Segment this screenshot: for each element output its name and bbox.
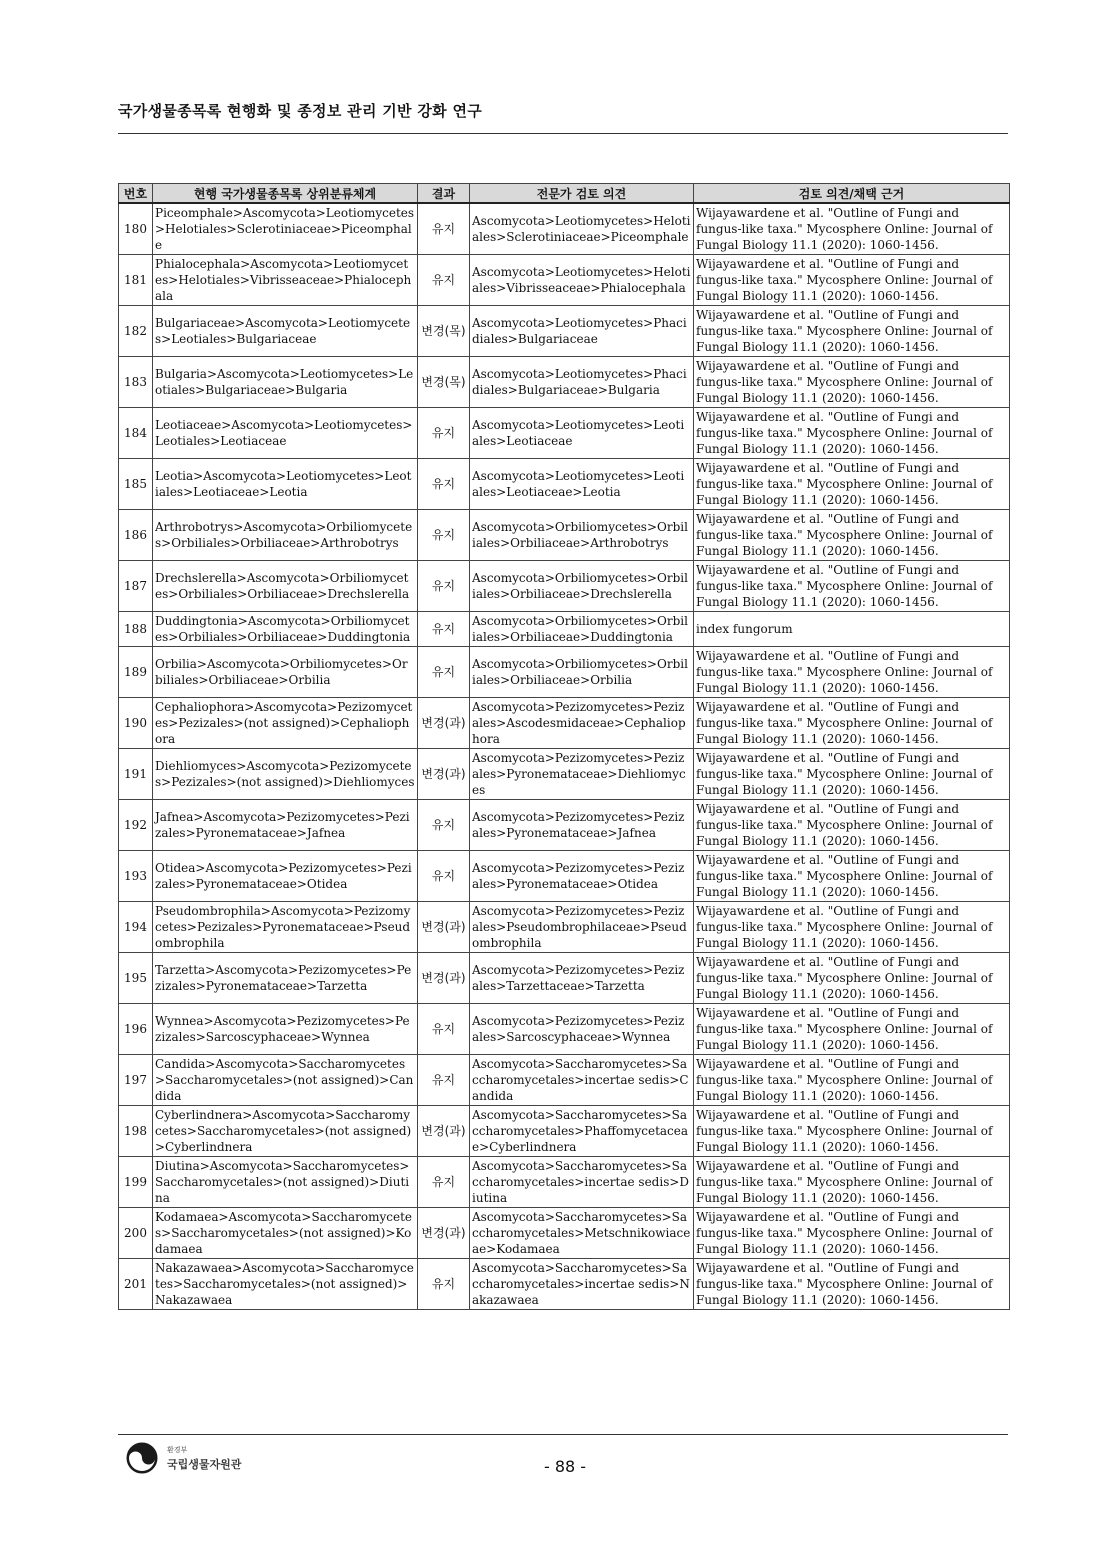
table-row [119,1004,1010,1055]
cell-expert-opinion: Ascomycota>Orbiliomycetes>Orbiliales>Orbiliaceae>Orbilia [470,647,694,698]
table-row [119,647,1010,698]
cell-number: 185 [119,459,153,510]
cell-number: 190 [119,698,153,749]
table-header-row [119,184,1010,204]
cell-expert-opinion: Ascomycota>Leotiomycetes>Leotiales>Leotiaceae [470,408,694,459]
cell-number: 201 [119,1259,153,1310]
cell-result: 유지 [418,851,470,902]
cell-expert-opinion: Ascomycota>Pezizomycetes>Pezizales>Pyronemataceae>Otidea [470,851,694,902]
cell-current-classification: Cephaliophora>Ascomycota>Pezizomycetes>Pezizales>(not assigned)>Cephaliophora [153,698,418,749]
cell-expert-opinion: Ascomycota>Saccharomycetes>Saccharomycetales>incertae sedis>Candida [470,1055,694,1106]
table-row [119,851,1010,902]
cell-number: 199 [119,1157,153,1208]
cell-result: 유지 [418,647,470,698]
cell-basis: Wijayawardene et al. "Outline of Fungi and fungus-like taxa." Mycosphere Online: Journal of Fungal Biology 11.1 (2020): 1060-1456. [694,1208,1010,1259]
cell-basis: Wijayawardene et al. "Outline of Fungi and fungus-like taxa." Mycosphere Online: Journal of Fungal Biology 11.1 (2020): 1060-1456. [694,306,1010,357]
cell-basis: Wijayawardene et al. "Outline of Fungi and fungus-like taxa." Mycosphere Online: Journal of Fungal Biology 11.1 (2020): 1060-1456. [694,647,1010,698]
cell-basis: Wijayawardene et al. "Outline of Fungi and fungus-like taxa." Mycosphere Online: Journal of Fungal Biology 11.1 (2020): 1060-1456. [694,851,1010,902]
cell-current-classification: Arthrobotrys>Ascomycota>Orbiliomycetes>Orbiliales>Orbiliaceae>Arthrobotrys [153,510,418,561]
table-row [119,357,1010,408]
cell-basis: Wijayawardene et al. "Outline of Fungi and fungus-like taxa." Mycosphere Online: Journal of Fungal Biology 11.1 (2020): 1060-1456. [694,459,1010,510]
cell-number: 192 [119,800,153,851]
cell-expert-opinion: Ascomycota>Leotiomycetes>Phacidiales>Bulgariaceae>Bulgaria [470,357,694,408]
table-body [119,203,1010,1310]
header-divider [118,133,1008,134]
cell-basis: Wijayawardene et al. "Outline of Fungi and fungus-like taxa." Mycosphere Online: Journal of Fungal Biology 11.1 (2020): 1060-1456. [694,1259,1010,1310]
cell-expert-opinion: Ascomycota>Leotiomycetes>Phacidiales>Bulgariaceae [470,306,694,357]
footer-divider [118,1434,1008,1435]
cell-current-classification: Orbilia>Ascomycota>Orbiliomycetes>Orbiliales>Orbiliaceae>Orbilia [153,647,418,698]
cell-current-classification: Pseudombrophila>Ascomycota>Pezizomycetes>Pezizales>Pyronemataceae>Pseudombrophila [153,902,418,953]
cell-basis: Wijayawardene et al. "Outline of Fungi and fungus-like taxa." Mycosphere Online: Journal of Fungal Biology 11.1 (2020): 1060-1456. [694,1055,1010,1106]
cell-result: 유지 [418,459,470,510]
table-row [119,255,1010,306]
cell-expert-opinion: Ascomycota>Saccharomycetes>Saccharomycetales>Metschnikowiaceae>Kodamaea [470,1208,694,1259]
cell-expert-opinion: Ascomycota>Saccharomycetes>Saccharomycetales>incertae sedis>Nakazawaea [470,1259,694,1310]
cell-expert-opinion: Ascomycota>Orbiliomycetes>Orbiliales>Orbiliaceae>Drechslerella [470,561,694,612]
cell-current-classification: Nakazawaea>Ascomycota>Saccharomycetes>Saccharomycetales>(not assigned)>Nakazawaea [153,1259,418,1310]
cell-current-classification: Bulgaria>Ascomycota>Leotiomycetes>Leotiales>Bulgariaceae>Bulgaria [153,357,418,408]
cell-expert-opinion: Ascomycota>Pezizomycetes>Pezizales>Ascodesmidaceae>Cephaliophora [470,698,694,749]
institution-logo [126,1442,266,1478]
cell-current-classification: Leotia>Ascomycota>Leotiomycetes>Leotiales>Leotiaceae>Leotia [153,459,418,510]
cell-result: 변경(과) [418,749,470,800]
cell-basis: Wijayawardene et al. "Outline of Fungi and fungus-like taxa." Mycosphere Online: Journal of Fungal Biology 11.1 (2020): 1060-1456. [694,800,1010,851]
cell-result: 유지 [418,1055,470,1106]
cell-expert-opinion: Ascomycota>Pezizomycetes>Pezizales>Tarzettaceae>Tarzetta [470,953,694,1004]
cell-basis: Wijayawardene et al. "Outline of Fungi and fungus-like taxa." Mycosphere Online: Journal of Fungal Biology 11.1 (2020): 1060-1456. [694,1106,1010,1157]
cell-number: 180 [119,203,153,255]
table-row [119,203,1010,255]
column-header-current-classification: 현행 국가생물종목록 상위분류체계 [153,184,418,204]
table-row [119,510,1010,561]
cell-expert-opinion: Ascomycota>Pezizomycetes>Pezizales>Pseudombrophilaceae>Pseudombrophila [470,902,694,953]
cell-result: 변경(과) [418,1208,470,1259]
cell-result: 변경(과) [418,698,470,749]
cell-current-classification: Otidea>Ascomycota>Pezizomycetes>Pezizales>Pyronemataceae>Otidea [153,851,418,902]
table-row [119,749,1010,800]
column-header-basis: 검토 의견/채택 근거 [694,184,1010,204]
cell-current-classification: Bulgariaceae>Ascomycota>Leotiomycetes>Leotiales>Bulgariaceae [153,306,418,357]
document-title: 국가생물종목록 현행화 및 종정보 관리 기반 강화 연구 [118,102,483,120]
cell-result: 유지 [418,1157,470,1208]
table-row [119,800,1010,851]
cell-number: 188 [119,612,153,647]
cell-basis: Wijayawardene et al. "Outline of Fungi and fungus-like taxa." Mycosphere Online: Journal of Fungal Biology 11.1 (2020): 1060-1456. [694,749,1010,800]
cell-number: 197 [119,1055,153,1106]
cell-number: 198 [119,1106,153,1157]
cell-basis: Wijayawardene et al. "Outline of Fungi and fungus-like taxa." Mycosphere Online: Journal of Fungal Biology 11.1 (2020): 1060-1456. [694,953,1010,1004]
cell-result: 유지 [418,408,470,459]
cell-result: 유지 [418,612,470,647]
cell-number: 195 [119,953,153,1004]
cell-current-classification: Tarzetta>Ascomycota>Pezizomycetes>Pezizales>Pyronemataceae>Tarzetta [153,953,418,1004]
table-row [119,1157,1010,1208]
cell-expert-opinion: Ascomycota>Leotiomycetes>Helotiales>Sclerotiniaceae>Piceomphale [470,203,694,255]
cell-basis: Wijayawardene et al. "Outline of Fungi and fungus-like taxa." Mycosphere Online: Journal of Fungal Biology 11.1 (2020): 1060-1456. [694,408,1010,459]
cell-number: 186 [119,510,153,561]
cell-basis: Wijayawardene et al. "Outline of Fungi and fungus-like taxa." Mycosphere Online: Journal of Fungal Biology 11.1 (2020): 1060-1456. [694,357,1010,408]
cell-result: 변경(과) [418,953,470,1004]
cell-basis: Wijayawardene et al. "Outline of Fungi and fungus-like taxa." Mycosphere Online: Journal of Fungal Biology 11.1 (2020): 1060-1456. [694,510,1010,561]
cell-expert-opinion: Ascomycota>Saccharomycetes>Saccharomycetales>Phaffomycetaceae>Cyberlindnera [470,1106,694,1157]
table-row [119,1106,1010,1157]
cell-result: 유지 [418,561,470,612]
cell-current-classification: Drechslerella>Ascomycota>Orbiliomycetes>Orbiliales>Orbiliaceae>Drechslerella [153,561,418,612]
cell-number: 193 [119,851,153,902]
cell-result: 변경(목) [418,306,470,357]
column-header-result: 결과 [418,184,470,204]
cell-expert-opinion: Ascomycota>Pezizomycetes>Pezizales>Sarcoscyphaceae>Wynnea [470,1004,694,1055]
table-row [119,459,1010,510]
cell-expert-opinion: Ascomycota>Leotiomycetes>Helotiales>Vibrisseaceae>Phialocephala [470,255,694,306]
cell-number: 181 [119,255,153,306]
cell-current-classification: Phialocephala>Ascomycota>Leotiomycetes>Helotiales>Vibrisseaceae>Phialocephala [153,255,418,306]
ministry-name: 환경부 [167,1446,188,1454]
cell-expert-opinion: Ascomycota>Pezizomycetes>Pezizales>Pyronemataceae>Jafnea [470,800,694,851]
cell-expert-opinion: Ascomycota>Orbiliomycetes>Orbiliales>Orbiliaceae>Arthrobotrys [470,510,694,561]
cell-current-classification: Diehliomyces>Ascomycota>Pezizomycetes>Pezizales>(not assigned)>Diehliomyces [153,749,418,800]
cell-expert-opinion: Ascomycota>Orbiliomycetes>Orbiliales>Orbiliaceae>Duddingtonia [470,612,694,647]
cell-result: 유지 [418,203,470,255]
cell-current-classification: Wynnea>Ascomycota>Pezizomycetes>Pezizales>Sarcoscyphaceae>Wynnea [153,1004,418,1055]
taxonomy-review-table [118,183,1010,1310]
institution-name: 국립생물자원관 [167,1458,242,1471]
cell-current-classification: Jafnea>Ascomycota>Pezizomycetes>Pezizales>Pyronemataceae>Jafnea [153,800,418,851]
cell-number: 183 [119,357,153,408]
cell-number: 184 [119,408,153,459]
cell-basis: index fungorum [694,612,1010,647]
cell-number: 191 [119,749,153,800]
cell-expert-opinion: Ascomycota>Saccharomycetes>Saccharomycetales>incertae sedis>Diutina [470,1157,694,1208]
cell-basis: Wijayawardene et al. "Outline of Fungi and fungus-like taxa." Mycosphere Online: Journal of Fungal Biology 11.1 (2020): 1060-1456. [694,255,1010,306]
cell-number: 194 [119,902,153,953]
cell-number: 200 [119,1208,153,1259]
cell-result: 유지 [418,800,470,851]
table-row [119,1259,1010,1310]
cell-result: 변경(목) [418,357,470,408]
table-row [119,698,1010,749]
table-row [119,1208,1010,1259]
cell-basis: Wijayawardene et al. "Outline of Fungi and fungus-like taxa." Mycosphere Online: Journal of Fungal Biology 11.1 (2020): 1060-1456. [694,203,1010,255]
cell-result: 변경(과) [418,902,470,953]
taeguk-logo-icon [126,1442,158,1474]
cell-current-classification: Diutina>Ascomycota>Saccharomycetes>Saccharomycetales>(not assigned)>Diutina [153,1157,418,1208]
page-number: - 88 - [543,1457,587,1476]
cell-current-classification: Duddingtonia>Ascomycota>Orbiliomycetes>Orbiliales>Orbiliaceae>Duddingtonia [153,612,418,647]
cell-current-classification: Kodamaea>Ascomycota>Saccharomycetes>Saccharomycetales>(not assigned)>Kodamaea [153,1208,418,1259]
column-header-expert-opinion: 전문가 검토 의견 [470,184,694,204]
document-header [118,100,1008,134]
table-row [119,953,1010,1004]
table-row [119,306,1010,357]
cell-basis: Wijayawardene et al. "Outline of Fungi and fungus-like taxa." Mycosphere Online: Journal of Fungal Biology 11.1 (2020): 1060-1456. [694,1004,1010,1055]
table-row [119,1055,1010,1106]
table-row [119,408,1010,459]
cell-basis: Wijayawardene et al. "Outline of Fungi and fungus-like taxa." Mycosphere Online: Journal of Fungal Biology 11.1 (2020): 1060-1456. [694,698,1010,749]
table-row [119,902,1010,953]
cell-current-classification: Piceomphale>Ascomycota>Leotiomycetes>Helotiales>Sclerotiniaceae>Piceomphale [153,203,418,255]
cell-number: 182 [119,306,153,357]
cell-basis: Wijayawardene et al. "Outline of Fungi and fungus-like taxa." Mycosphere Online: Journal of Fungal Biology 11.1 (2020): 1060-1456. [694,561,1010,612]
column-header-number: 번호 [119,184,153,204]
cell-expert-opinion: Ascomycota>Leotiomycetes>Leotiales>Leotiaceae>Leotia [470,459,694,510]
cell-current-classification: Candida>Ascomycota>Saccharomycetes>Saccharomycetales>(not assigned)>Candida [153,1055,418,1106]
cell-current-classification: Cyberlindnera>Ascomycota>Saccharomycetes>Saccharomycetales>(not assigned)>Cyberlindnera [153,1106,418,1157]
cell-number: 187 [119,561,153,612]
cell-basis: Wijayawardene et al. "Outline of Fungi and fungus-like taxa." Mycosphere Online: Journal of Fungal Biology 11.1 (2020): 1060-1456. [694,1157,1010,1208]
cell-result: 변경(과) [418,1106,470,1157]
cell-result: 유지 [418,255,470,306]
cell-number: 196 [119,1004,153,1055]
table-row [119,561,1010,612]
cell-result: 유지 [418,1259,470,1310]
table-row [119,612,1010,647]
cell-number: 189 [119,647,153,698]
cell-result: 유지 [418,510,470,561]
cell-basis: Wijayawardene et al. "Outline of Fungi and fungus-like taxa." Mycosphere Online: Journal of Fungal Biology 11.1 (2020): 1060-1456. [694,902,1010,953]
cell-expert-opinion: Ascomycota>Pezizomycetes>Pezizales>Pyronemataceae>Diehliomyces [470,749,694,800]
cell-current-classification: Leotiaceae>Ascomycota>Leotiomycetes>Leotiales>Leotiaceae [153,408,418,459]
cell-result: 유지 [418,1004,470,1055]
